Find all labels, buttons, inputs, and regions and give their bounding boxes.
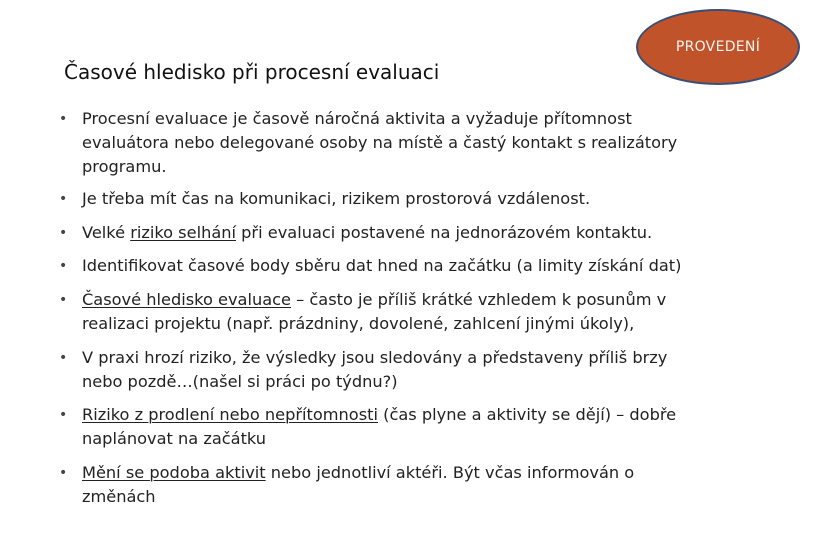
bullet-1-line-1: • Procesní evaluace je časově náročná aktivita a vyžaduje přítomnost	[82, 109, 632, 128]
bullet-3-underlined: riziko selhání	[130, 223, 237, 242]
bullet-item-3	[82, 221, 782, 245]
bullet-item-5	[82, 288, 782, 336]
bullet-5-underlined: Časové hledisko evaluace	[82, 290, 292, 309]
bullet-3-after: při evaluaci postavené na jednorázovém kontaktu.	[236, 223, 653, 242]
phase-badge-label: PROVEDENÍ	[675, 39, 761, 55]
bullet-5-after: – často je příliš krátké vzhledem k posunům v	[291, 290, 667, 309]
bullet-2-line-1: • Je třeba mít čas na komunikaci, rizikem prostorová vzdálenost.	[82, 189, 591, 208]
bullet-5-line-2: realizaci projektu (např. prázdniny, dovolené, zahlcení jinými úkoly),	[82, 314, 635, 333]
bullet-7-underlined: Riziko z prodlení nebo nepřítomnosti	[82, 405, 378, 424]
bullet-7-after: (čas plyne a aktivity se dějí) – dobře	[378, 405, 677, 424]
bullet-7-line-1	[82, 403, 782, 427]
bullet-6-line-2: nebo pozdě…(našel si práci po týdnu?)	[82, 372, 398, 391]
bullet-3-before: Velké	[82, 223, 131, 242]
bullet-item-4	[82, 254, 782, 278]
bullet-item-7	[82, 403, 782, 451]
bullet-5-line-1	[82, 288, 782, 312]
bullet-8-underlined: Mění se podoba aktivit	[82, 463, 266, 482]
bullet-item-2	[82, 187, 782, 211]
bullet-7-line-2: naplánovat na začátku	[82, 429, 267, 448]
bullet-item-8	[82, 461, 782, 509]
bullet-item-6	[82, 346, 782, 394]
bullet-8-after: nebo jednotliví aktéři. Být včas informován o	[265, 463, 635, 482]
bullet-8-line-1	[82, 461, 782, 485]
slide-title: Časové hledisko při procesní evaluaci	[64, 60, 440, 84]
bullet-item-1	[82, 107, 782, 179]
bullet-4-line-1: • Identifikovat časové body sběru dat hned na začátku (a limity získání dat)	[82, 256, 682, 275]
bullet-6-line-1: • V praxi hrozí riziko, že výsledky jsou sledovány a představeny příliš brzy	[82, 348, 668, 367]
bullet-1-line-2: evaluátora nebo delegované osoby na místě a častý kontakt s realizátory	[82, 133, 678, 152]
bullet-8-line-2: změnách	[82, 487, 156, 506]
bullet-1-line-3: programu.	[82, 157, 167, 176]
